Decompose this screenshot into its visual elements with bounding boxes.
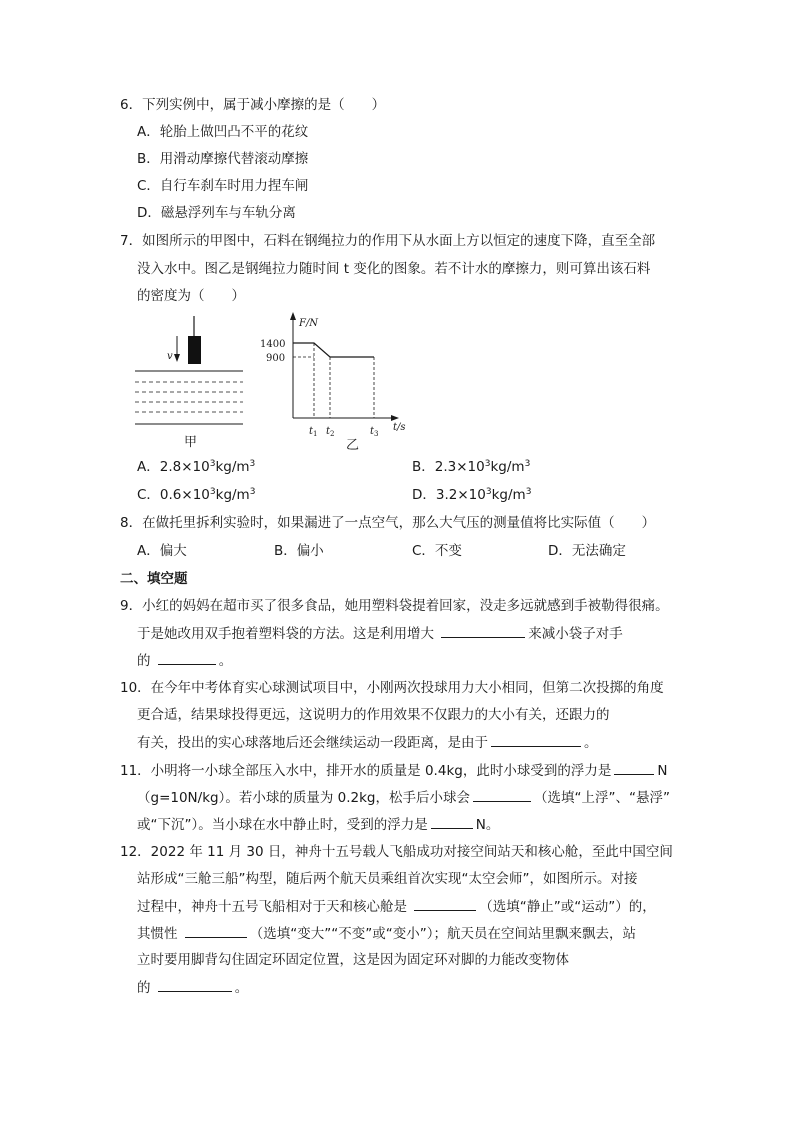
q12-line6: 的 。 <box>137 977 248 998</box>
x-axis-arrow <box>391 415 399 421</box>
q12-line2: 站形成“三舱三船”构型，随后两个航天员乘组首次实现“太空会师”，如图所示。对接 <box>137 871 638 887</box>
q9-line3: 的 。 <box>137 650 232 671</box>
q12-blank-1[interactable] <box>414 896 476 911</box>
q11-line3: 或“下沉”）。当小球在水中静止时，受到的浮力是 N。 <box>137 814 499 835</box>
figure-yi-chart <box>253 306 423 456</box>
y-tick-label-900: 900 <box>266 353 286 364</box>
y-tick-label-1400: 1400 <box>260 339 286 350</box>
figure-yi-caption: 乙 <box>346 438 360 453</box>
q7-option-b: B．$2.3\times 10^3kg/m^3$ <box>412 459 531 475</box>
q9-line2: 于是她改用双手抱着塑料袋的方法。这是利用增大 来减小袋子对手 <box>137 623 623 644</box>
q12-line1: 12．2022 年 11 月 30 日，神舟十五号载人飞船成功对接空间站天和核心舱，至此中国空间 <box>120 844 673 860</box>
q6-stem: 6．下列实例中，属于减小摩擦的是（ ） <box>120 97 386 113</box>
velocity-label: v <box>167 351 173 362</box>
x-tick-label-t2: $t_2$ <box>326 426 335 438</box>
velocity-arrow-head <box>174 354 180 362</box>
section-title: 二、填空题 <box>120 571 188 587</box>
q11-line2: （g=10N/kg）。若小球的质量为 0.2kg，松手后小球会 （选填“上浮”、“悬浮” <box>137 787 670 808</box>
force-series-line <box>293 343 374 357</box>
q7-stem-line2: 没入水中。图乙是钢绳拉力随时间 t 变化的图象。若不计水的摩擦力，则可算出该石料 <box>137 261 651 277</box>
q6-option-d: D．磁悬浮列车与车轨分离 <box>137 205 296 221</box>
q10-line2: 更合适，结果球投得更远，这说明力的作用效果不仅跟力的大小有关，还跟力的 <box>137 707 610 723</box>
q6-option-a: A．轮胎上做凹凸不平的花纹 <box>137 124 309 140</box>
x-tick-label-t1: $t_1$ <box>309 426 318 438</box>
stone-block <box>188 336 201 364</box>
q7-option-d: D．$3.2\times 10^3kg/m^3$ <box>412 487 532 503</box>
q8-option-c: C．不变 <box>412 543 462 559</box>
q6-option-b: B．用滑动摩擦代替滚动摩擦 <box>137 151 309 167</box>
q6-option-c: C．自行车刹车时用力捏车闸 <box>137 178 309 194</box>
q8-stem: 8．在做托里拆利实验时，如果漏进了一点空气，那么大气压的测量值将比实际值（ ） <box>120 515 656 531</box>
q12-blank-3[interactable] <box>158 977 232 992</box>
q7-stem-line1: 7．如图所示的甲图中，石料在钢绳拉力的作用下从水面上方以恒定的速度下降，直至全部 <box>120 233 656 249</box>
q7-option-a: A．$2.8\times 10^3kg/m^3$ <box>137 459 256 475</box>
q11-blank-1[interactable] <box>614 760 654 775</box>
q10-blank-1[interactable] <box>491 732 581 747</box>
q9-line1: 9．小红的妈妈在超市买了很多食品，她用塑料袋提着回家，没走多远就感到手被勒得很痛。 <box>120 598 669 614</box>
x-axis-label: t/s <box>393 422 406 433</box>
q12-blank-2[interactable] <box>185 923 247 938</box>
q12-line3: 过程中，神舟十五号飞船相对于天和核心舱是 （选填“静止”或“运动”）的， <box>137 896 656 917</box>
q10-line3: 有关，投出的实心球落地后还会继续运动一段距离，是由于 。 <box>137 732 598 753</box>
q10-line1: 10．在今年中考体育实心球测试项目中，小刚两次投球用力大小相同，但第二次投掷的角度 <box>120 680 664 696</box>
y-axis-label: F/N <box>299 318 319 329</box>
q12-line4: 其惯性 （选填“变大”“不变”或“变小”）；航天员在空间站里飘来飘去，站 <box>137 923 636 944</box>
figure-jia-caption: 甲 <box>184 435 198 450</box>
q11-line1: 11．小明将一小球全部压入水中，排开水的质量是 0.4kg，此时小球受到的浮力是 N <box>120 760 667 781</box>
q7-option-c: C．$0.6\times 10^3kg/m^3$ <box>137 487 256 503</box>
figure-jia <box>130 312 250 452</box>
q11-blank-2[interactable] <box>473 787 531 802</box>
y-axis-arrow <box>290 312 296 320</box>
q7-stem-line3: 的密度为（ ） <box>137 288 245 304</box>
q12-line5: 立时要用脚背勾住固定环固定位置，这是因为固定环对脚的力能改变物体 <box>137 952 569 968</box>
q11-blank-3[interactable] <box>431 814 473 829</box>
q8-option-a: A．偏大 <box>137 543 187 559</box>
q8-option-b: B．偏小 <box>274 543 324 559</box>
q9-blank-2[interactable] <box>158 650 216 665</box>
q9-blank-1[interactable] <box>441 623 525 638</box>
x-tick-label-t3: $t_3$ <box>370 426 379 438</box>
q8-option-d: D．无法确定 <box>548 543 626 559</box>
